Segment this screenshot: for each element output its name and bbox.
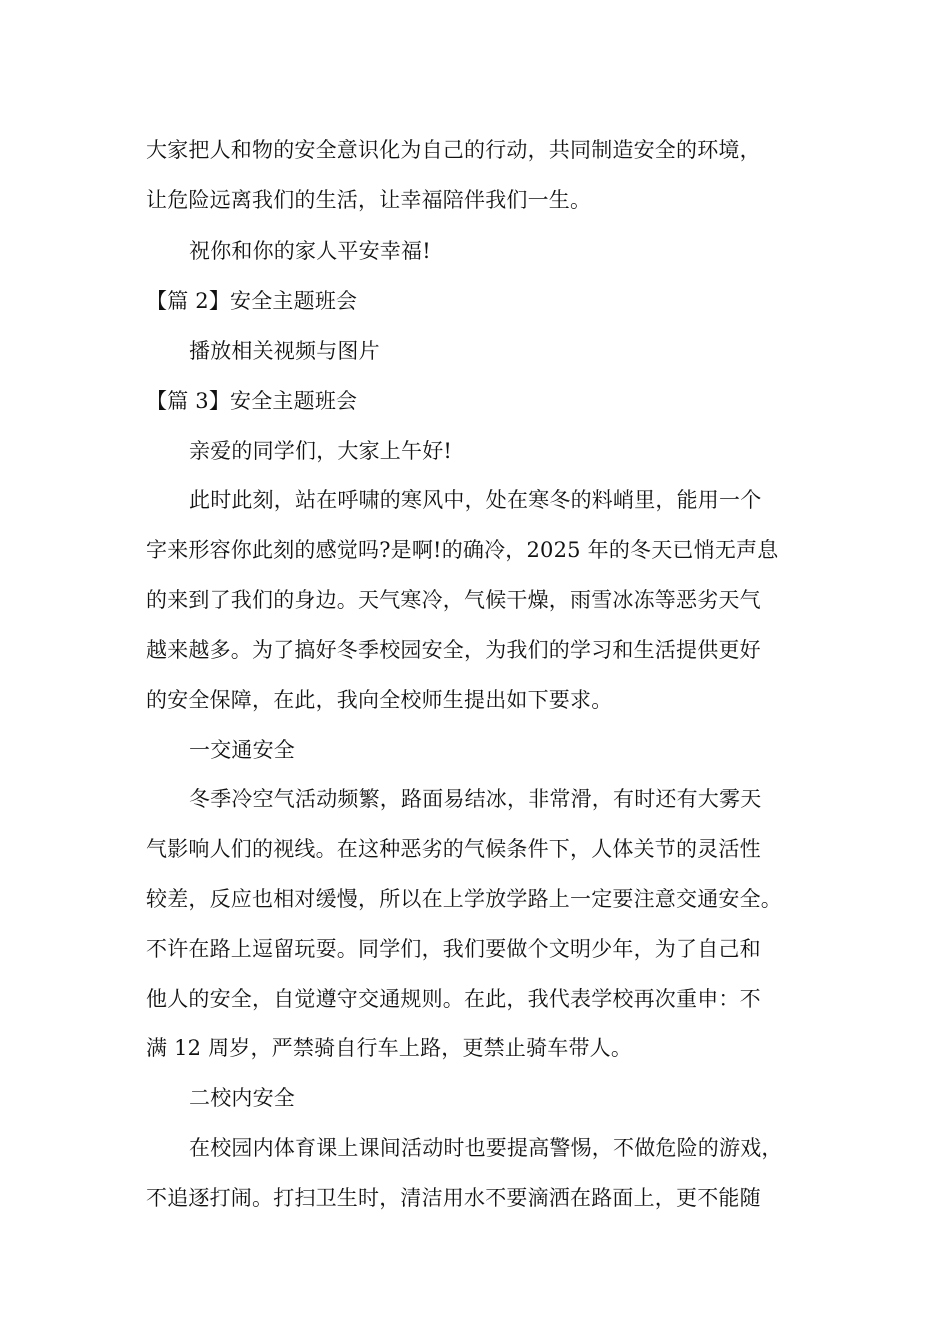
subsection-heading: 一交通安全 bbox=[189, 738, 295, 762]
section-heading: 【篇 2】安全主题班会 bbox=[146, 289, 358, 313]
text-line: 大家把人和物的安全意识化为自己的行动，共同制造安全的环境， bbox=[146, 138, 761, 162]
text-line: 的来到了我们的身边。天气寒冷，气候干燥，雨雪冰冻等恶劣天气 bbox=[146, 588, 761, 612]
text-line: 在校园内体育课上课间活动时也要提高警惕，不做危险的游戏， bbox=[189, 1136, 783, 1160]
text-line: 不许在路上逗留玩耍。同学们，我们要做个文明少年，为了自己和 bbox=[146, 937, 761, 961]
text-line: 不追逐打闹。打扫卫生时，清洁用水不要滴洒在路面上，更不能随 bbox=[146, 1186, 761, 1210]
text-line: 的安全保障，在此，我向全校师生提出如下要求。 bbox=[146, 688, 613, 712]
text-line: 播放相关视频与图片 bbox=[189, 339, 380, 363]
text-line: 越来越多。为了搞好冬季校园安全，为我们的学习和生活提供更好 bbox=[146, 638, 761, 662]
section-heading: 【篇 3】安全主题班会 bbox=[146, 389, 358, 413]
text-line: 亲爱的同学们，大家上午好! bbox=[189, 439, 453, 463]
subsection-heading: 二校内安全 bbox=[189, 1086, 295, 1110]
text-line: 他人的安全，自觉遵守交通规则。在此，我代表学校再次重申：不 bbox=[146, 987, 761, 1011]
text-line: 冬季冷空气活动频繁，路面易结冰，非常滑，有时还有大雾天 bbox=[189, 787, 762, 811]
text-line: 较差，反应也相对缓慢，所以在上学放学路上一定要注意交通安全。 bbox=[146, 887, 782, 911]
text-line: 让危险远离我们的生活，让幸福陪伴我们一生。 bbox=[146, 188, 592, 212]
text-line: 字来形容你此刻的感觉吗?是啊!的确冷，2025 年的冬天已悄无声息 bbox=[146, 538, 779, 562]
text-line: 祝你和你的家人平安幸福! bbox=[189, 239, 431, 263]
text-line: 气影响人们的视线。在这种恶劣的气候条件下，人体关节的灵活性 bbox=[146, 837, 761, 861]
text-line: 此时此刻，站在呼啸的寒风中，处在寒冬的料峭里，能用一个 bbox=[189, 488, 762, 512]
text-line: 满 12 周岁，严禁骑自行车上路，更禁止骑车带人。 bbox=[146, 1036, 633, 1060]
